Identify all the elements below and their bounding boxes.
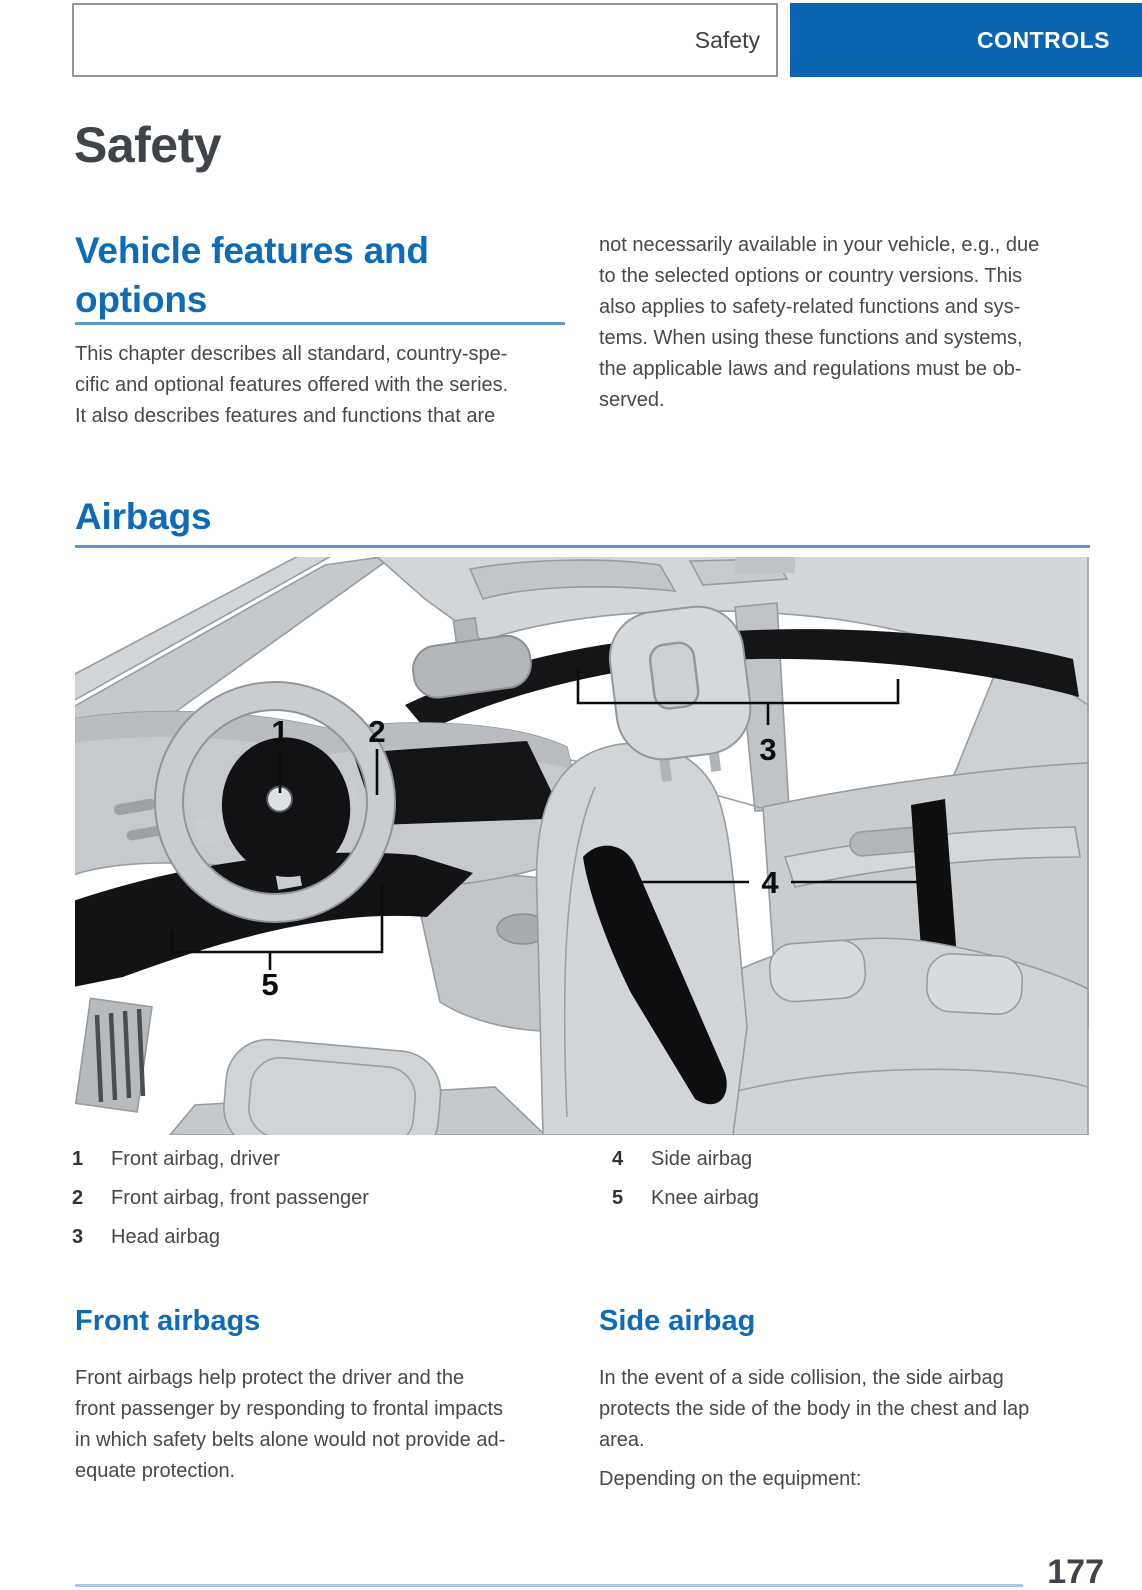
- text-line: Front airbags help protect the driver and the: [75, 1367, 465, 1389]
- legend-item: [612, 1179, 759, 1218]
- subsection-heading-side-airbag: Side airbag: [599, 1305, 756, 1337]
- text-line: protects the side of the body in the chest and lap: [599, 1398, 1030, 1420]
- section-heading-vehicle-features: Vehicle features and options: [75, 230, 429, 320]
- legend-number: 2: [72, 1187, 84, 1209]
- page-number: 177: [1047, 1553, 1104, 1590]
- airbag-legend-left: [72, 1140, 369, 1257]
- side-airbag-section: [599, 1305, 1104, 1495]
- heading-rule: [75, 322, 565, 325]
- callout-4-number: 4: [761, 865, 779, 900]
- legend-number: 5: [612, 1187, 624, 1209]
- text-line: In the event of a side collision, the side airbag: [599, 1367, 1004, 1389]
- callout-1-number: 1: [271, 714, 289, 749]
- text-line: also applies to safety-related functions and sys-: [599, 296, 1021, 318]
- headrest-hole: [648, 641, 699, 710]
- legend-label: Front airbag, front passenger: [111, 1187, 369, 1209]
- text-line: This chapter describes all standard, country-spe-: [75, 343, 508, 365]
- legend-number: 4: [612, 1148, 624, 1170]
- airbag-legend-right: [612, 1140, 759, 1218]
- callout-5-number: 5: [261, 967, 279, 1002]
- text-line: Depending on the equipment:: [599, 1468, 862, 1490]
- callout-2-number: 2: [368, 714, 386, 749]
- text-line: in which safety belts alone would not provide ad-: [75, 1429, 506, 1451]
- legend-number: 3: [72, 1226, 84, 1248]
- features-text-left-column: [75, 339, 580, 432]
- callout-3-number: 3: [759, 732, 777, 767]
- dome-console: [735, 557, 795, 573]
- text-line: area.: [599, 1429, 645, 1451]
- airbag-locations-figure: [75, 557, 1090, 1135]
- footer-rule: [75, 1584, 1023, 1587]
- features-text-right-column: [599, 230, 1104, 416]
- section-heading-airbags: Airbags: [75, 496, 212, 537]
- driver-seat-back: [220, 1036, 444, 1135]
- legend-number: 1: [72, 1148, 84, 1170]
- header-tab: [72, 3, 778, 77]
- text-line: cific and optional features offered with the series.: [75, 374, 509, 396]
- page-title: Safety: [74, 117, 222, 173]
- rear-headrest-right: [926, 953, 1024, 1016]
- text-line: to the selected options or country versions. This: [599, 265, 1023, 287]
- heading-rule: [75, 545, 1090, 548]
- legend-item: [72, 1179, 369, 1218]
- text-line: front passenger by responding to frontal impacts: [75, 1398, 504, 1420]
- text-line: not necessarily available in your vehicle, e.g., due: [599, 234, 1040, 256]
- legend-label: Knee airbag: [651, 1187, 759, 1209]
- header-chapter-label: CONTROLS: [976, 26, 1110, 53]
- rear-headrest-left: [768, 939, 867, 1003]
- front-airbags-section: [75, 1305, 580, 1487]
- text-line: equate protection.: [75, 1460, 236, 1482]
- text-line: It also describes features and functions that are: [75, 405, 496, 427]
- text-line: served.: [599, 389, 665, 411]
- legend-label: Side airbag: [651, 1148, 753, 1170]
- car-interior-illustration: [75, 557, 1090, 1135]
- legend-label: Front airbag, driver: [111, 1148, 280, 1170]
- legend-item: [612, 1140, 759, 1179]
- header-chapter-badge: [790, 3, 1142, 77]
- legend-item: [72, 1140, 369, 1179]
- header-tab-label: Safety: [694, 26, 760, 53]
- text-line: the applicable laws and regulations must be ob-: [599, 358, 1022, 380]
- legend-item: [72, 1218, 369, 1257]
- legend-label: Head airbag: [111, 1226, 220, 1248]
- text-line: tems. When using these functions and systems,: [599, 327, 1023, 349]
- subsection-heading-front-airbags: Front airbags: [75, 1305, 261, 1337]
